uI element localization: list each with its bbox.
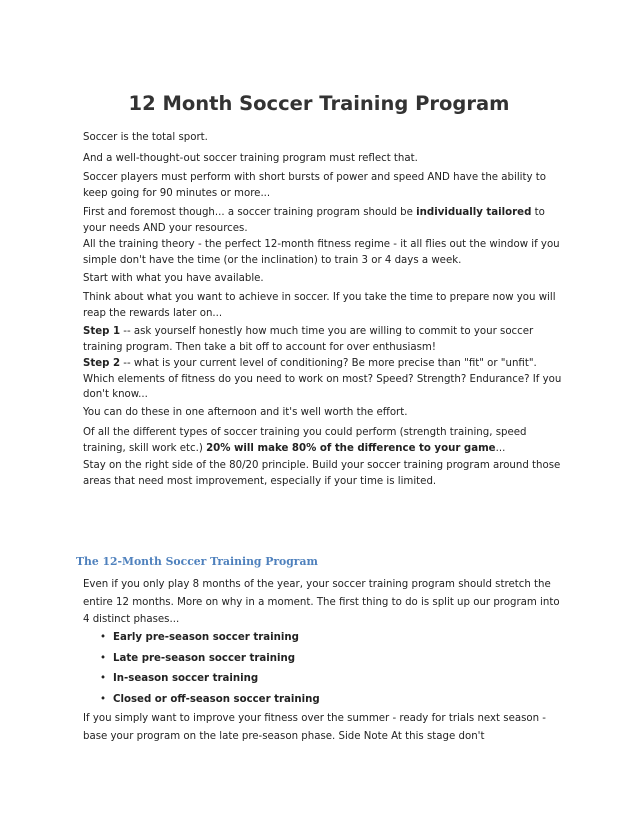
paragraph-intro-9 <box>83 425 563 456</box>
paragraph-intro-5: All the training theory - the perfect 12-month fitness regime - it all flies out the window if you simple don't have the time (or the inclination) to train 3 or 4 days a week. <box>83 239 560 266</box>
text-span: First and foremost though... a soccer training program should be <box>83 207 417 218</box>
phase-label: In-season soccer training <box>113 673 259 684</box>
page-title: 12 Month Soccer Training Program <box>128 92 510 115</box>
paragraph-intro-1: Soccer is the total sport. <box>83 132 208 143</box>
list-item-phase-3 <box>83 670 483 691</box>
bullet-icon: • <box>100 652 107 664</box>
list-item-phase-1 <box>83 629 483 650</box>
bullet-icon: • <box>100 673 107 684</box>
paragraph-intro-2: And a well-thought-out soccer training program must reflect that. <box>83 153 418 164</box>
paragraph-intro-3: Soccer players must perform with short bursts of power and speed AND have the ability to keep going for 90 minutes or more... <box>83 172 546 199</box>
list-item-phase-2 <box>83 650 483 671</box>
text-span: ... <box>495 442 506 454</box>
paragraph-section-2: If you simply want to improve your fitness over the summer - ready for trials next season - base your program on the late pre-season phase. Side Note At this stage don't <box>83 713 546 742</box>
bullet-icon: • <box>100 693 107 705</box>
bullet-icon: • <box>100 632 107 643</box>
step-2-text: -- what is your current level of conditioning? Be more precise than "fit" or "unfit". Which elements of fitness do you need to work on most? Speed? Strength? Endurance? If you don't know... <box>83 358 562 400</box>
text-span: Of all the different types of soccer training you could perform (strength training, speed training, skill work etc.) <box>83 427 527 454</box>
step-1-text: -- ask yourself honestly how much time you are willing to commit to your soccer training program. Then take a bit off to account for over enthusiasm! <box>83 326 534 353</box>
step-1-label: Step 1 <box>83 326 121 337</box>
phase-label: Closed or off-season soccer training <box>113 693 320 705</box>
paragraph-intro-8: You can do these in one afternoon and it's well worth the effort. <box>83 407 408 418</box>
phase-label: Early pre-season soccer training <box>113 632 299 643</box>
paragraph-step-2 <box>83 356 563 403</box>
section-heading: The 12-Month Soccer Training Program <box>76 555 318 568</box>
emphasis-individually-tailored: individually tailored <box>416 207 532 218</box>
paragraph-intro-4 <box>83 205 563 236</box>
paragraph-intro-6: Start with what you have available. <box>83 273 264 284</box>
text-span: to your needs AND your resources. <box>83 207 545 234</box>
list-item-phase-4 <box>83 691 483 712</box>
paragraph-intro-10: Stay on the right side of the 80/20 principle. Build your soccer training program around those areas that need most improvement, especially if your time is limited. <box>83 460 561 487</box>
phase-label: Late pre-season soccer training <box>113 652 296 664</box>
paragraph-section-1: Even if you only play 8 months of the year, your soccer training program should stretch the entire 12 months. More on why in a moment. The first thing to do is split up our program into 4 distinct phases... <box>83 579 560 625</box>
paragraph-intro-7: Think about what you want to achieve in soccer. If you take the time to prepare now you will reap the rewards later on... <box>83 292 556 319</box>
step-2-label: Step 2 <box>83 358 121 369</box>
paragraph-step-1 <box>83 324 563 355</box>
phase-list <box>83 629 483 711</box>
emphasis-80-20: 20% will make 80% of the difference to your game <box>206 442 496 454</box>
